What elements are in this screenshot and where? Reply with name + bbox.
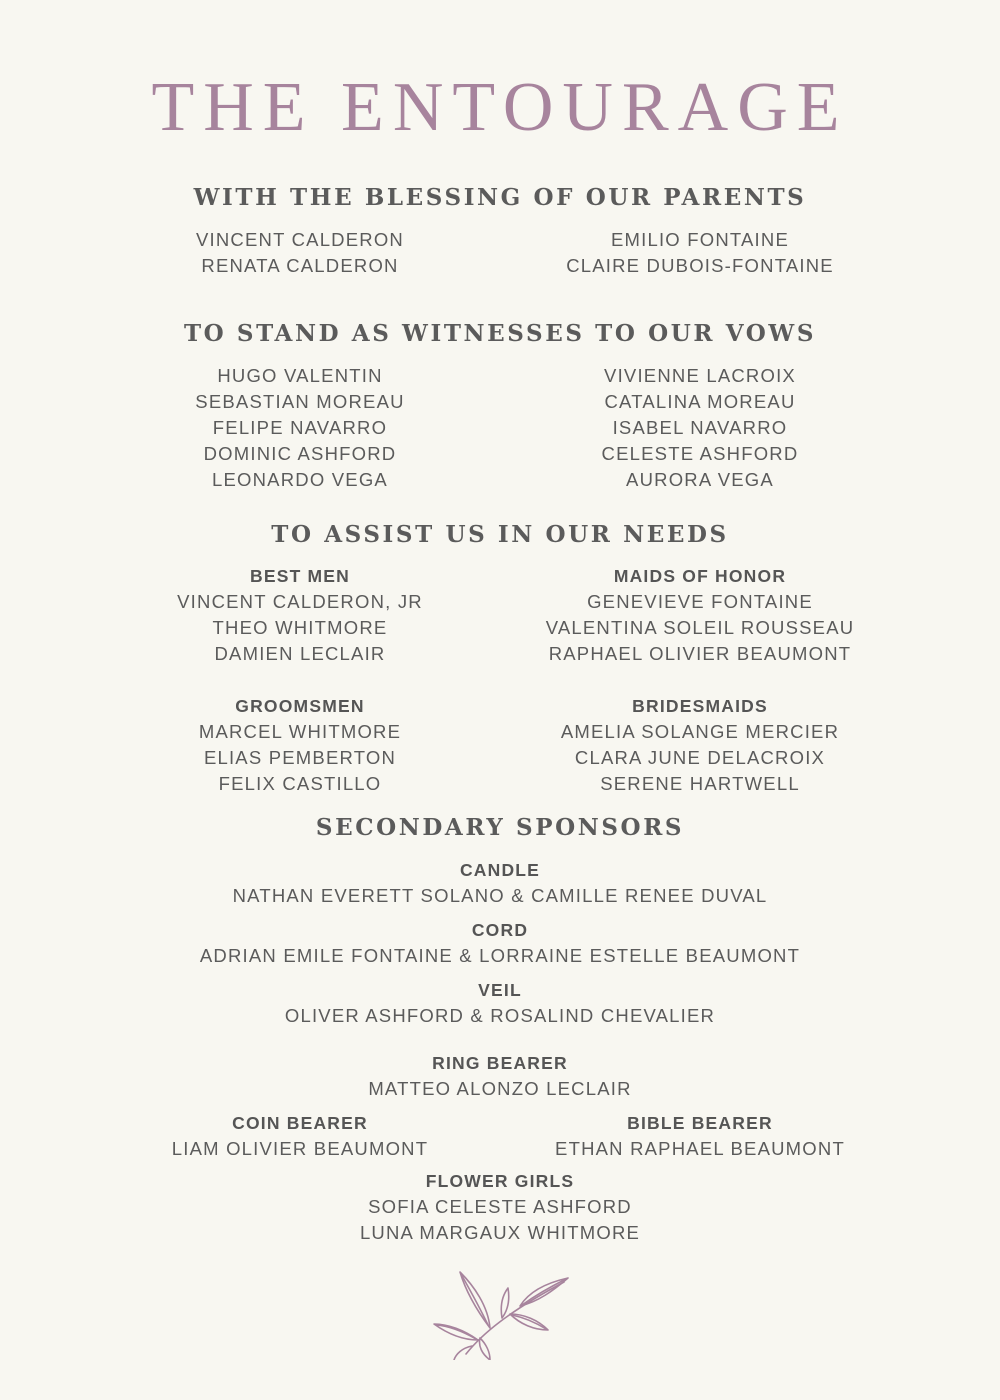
- parent-name: EMILIO FONTAINE: [610, 229, 789, 250]
- groomsmen-group: [100, 693, 500, 797]
- witness-name: AURORA VEGA: [626, 469, 774, 490]
- witness-name: LEONARDO VEGA: [212, 469, 388, 490]
- coin-bearer-name: LIAM OLIVIER BEAUMONT: [171, 1138, 429, 1159]
- witness-name: CELESTE ASHFORD: [601, 443, 799, 464]
- witness-name: CATALINA MOREAU: [604, 391, 796, 412]
- witness-name: DOMINIC ASHFORD: [203, 443, 397, 464]
- needs-heading: TO ASSIST US IN OUR NEEDS: [271, 521, 729, 548]
- maid-of-honor-name: RAPHAEL OLIVIER BEAUMONT: [548, 643, 852, 664]
- groomsman-name: MARCEL WHITMORE: [198, 721, 402, 742]
- maid-of-honor-name: VALENTINA SOLEIL ROUSSEAU: [545, 617, 855, 638]
- best-men-group: [100, 563, 500, 667]
- witness-name: ISABEL NAVARRO: [612, 417, 788, 438]
- cord-sponsors: [150, 917, 850, 969]
- bridesmaid-name: AMELIA SOLANGE MERCIER: [560, 721, 840, 742]
- witnesses-left: [100, 363, 500, 493]
- best-man-name: VINCENT CALDERON, JR: [177, 591, 423, 612]
- flower-girl-name: LUNA MARGAUX WHITMORE: [359, 1222, 641, 1243]
- leaf-sprig-icon: [430, 1268, 572, 1360]
- bible-bearer-label: BIBLE BEARER: [627, 1113, 773, 1133]
- groomsmen-label: GROOMSMEN: [235, 696, 365, 716]
- secondary-sponsors-heading: SECONDARY SPONSORS: [315, 814, 685, 841]
- ring-bearer-label: RING BEARER: [432, 1053, 568, 1073]
- maids-of-honor-group: [500, 563, 900, 667]
- maid-of-honor-name: GENEVIEVE FONTAINE: [587, 591, 813, 612]
- coin-bearer-group: [100, 1110, 500, 1162]
- parents-heading: WITH THE BLESSING OF OUR PARENTS: [193, 184, 807, 211]
- groomsman-name: FELIX CASTILLO: [218, 773, 382, 794]
- veil-label: VEIL: [478, 980, 522, 1000]
- cord-names: ADRIAN EMILE FONTAINE & LORRAINE ESTELLE BEAUMONT: [199, 945, 801, 966]
- page-title: THE ENTOURAGE: [151, 69, 849, 146]
- bible-bearer-group: [500, 1110, 900, 1162]
- flower-girls-group: [150, 1168, 850, 1246]
- best-man-name: THEO WHITMORE: [212, 617, 388, 638]
- witnesses-right: [500, 363, 900, 493]
- candle-label: CANDLE: [459, 860, 541, 880]
- witness-name: SEBASTIAN MOREAU: [195, 391, 405, 412]
- witnesses-heading: TO STAND AS WITNESSES TO OUR VOWS: [183, 320, 817, 347]
- candle-names: NATHAN EVERETT SOLANO & CAMILLE RENEE DUVAL: [232, 885, 768, 906]
- bible-bearer-name: ETHAN RAPHAEL BEAUMONT: [555, 1138, 845, 1159]
- flower-girl-name: SOFIA CELESTE ASHFORD: [368, 1196, 632, 1217]
- witness-name: HUGO VALENTIN: [217, 365, 383, 386]
- bride-parents: [500, 227, 900, 279]
- groom-parents: [100, 227, 500, 279]
- ring-bearer-group: [150, 1050, 850, 1102]
- candle-sponsors: [150, 857, 850, 909]
- bridesmaids-label: BRIDESMAIDS: [632, 696, 768, 716]
- ring-bearer-name: MATTEO ALONZO LECLAIR: [368, 1078, 632, 1099]
- best-man-name: DAMIEN LECLAIR: [214, 643, 386, 664]
- bridesmaids-group: [500, 693, 900, 797]
- cord-label: CORD: [471, 920, 529, 940]
- groomsman-name: ELIAS PEMBERTON: [203, 747, 397, 768]
- veil-sponsors: [150, 977, 850, 1029]
- flower-girls-label: FLOWER GIRLS: [425, 1171, 575, 1191]
- witness-name: FELIPE NAVARRO: [212, 417, 388, 438]
- bridesmaid-name: CLARA JUNE DELACROIX: [574, 747, 826, 768]
- parent-name: VINCENT CALDERON: [195, 229, 404, 250]
- veil-names: OLIVER ASHFORD & ROSALIND CHEVALIER: [284, 1005, 716, 1026]
- coin-bearer-label: COIN BEARER: [232, 1113, 368, 1133]
- maids-of-honor-label: MAIDS OF HONOR: [613, 566, 787, 586]
- best-men-label: BEST MEN: [249, 566, 351, 586]
- bridesmaid-name: SERENE HARTWELL: [600, 773, 800, 794]
- witness-name: VIVIENNE LACROIX: [604, 365, 796, 386]
- parent-name: CLAIRE DUBOIS-FONTAINE: [566, 255, 834, 276]
- parent-name: RENATA CALDERON: [201, 255, 399, 276]
